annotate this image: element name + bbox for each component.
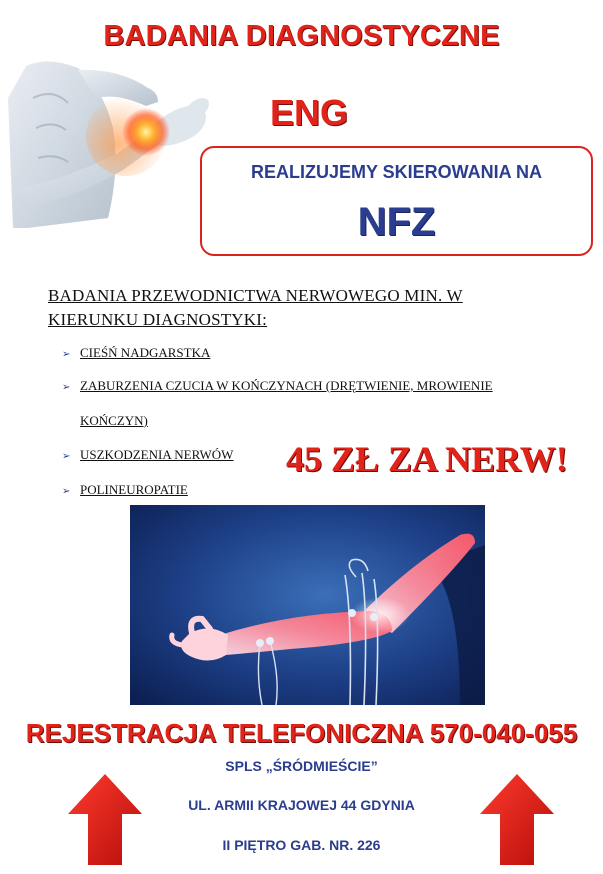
- list-item-continuation: KOŃCZYN): [80, 413, 148, 428]
- arrow-right-icon: ➢: [62, 382, 71, 393]
- arrow-right-icon: ➢: [62, 451, 71, 462]
- list-item: [62, 378, 493, 394]
- subtitle-eng: ENG: [270, 92, 349, 133]
- list-item: [62, 345, 210, 361]
- tests-heading-line2: KIERUNKU DIAGNOSTYKI:: [48, 310, 268, 329]
- nfz-label: NFZ: [357, 200, 436, 244]
- room-number: II PIĘTRO GAB. NR. 226: [222, 837, 381, 853]
- tests-heading-line1: BADANIA PRZEWODNICTWA NERWOWEGO MIN. W: [48, 286, 463, 305]
- arrow-up-icon: [478, 772, 556, 867]
- list-item-text: CIEŚŃ NADGARSTKA: [80, 345, 211, 360]
- list-item-text: USZKODZENIA NERWÓW: [80, 447, 234, 462]
- nerve-conduction-photo: [130, 505, 485, 705]
- wrist-pain-image: [8, 58, 213, 228]
- arrow-right-icon: ➢: [62, 349, 71, 360]
- list-item: [62, 447, 233, 463]
- wrist-pain-illustration: [8, 58, 213, 228]
- arrow-up-icon: [66, 772, 144, 867]
- list-item-text: POLINEUROPATIE: [80, 482, 188, 497]
- arrow-right-icon: ➢: [62, 486, 71, 497]
- price-label: 45 ZŁ ZA NERW!: [286, 439, 568, 479]
- arm-electrodes-image: [130, 505, 485, 705]
- nfz-referral-box: [200, 146, 593, 256]
- list-item-text: ZABURZENIA CZUCIA W KOŃCZYNACH (DRĘTWIENIE, MROWIENIE: [80, 378, 493, 393]
- list-item: [62, 482, 188, 498]
- clinic-name: SPLS „ŚRÓDMIEŚCIE”: [225, 758, 378, 774]
- tests-heading: [48, 284, 568, 332]
- phone-registration: REJESTRACJA TELEFONICZNA 570-040-055: [25, 718, 578, 748]
- nfz-referral-text: REALIZUJEMY SKIEROWANIA NA: [250, 162, 543, 182]
- street-address: UL. ARMII KRAJOWEJ 44 GDYNIA: [188, 797, 415, 813]
- page-title: BADANIA DIAGNOSTYCZNE: [103, 20, 500, 52]
